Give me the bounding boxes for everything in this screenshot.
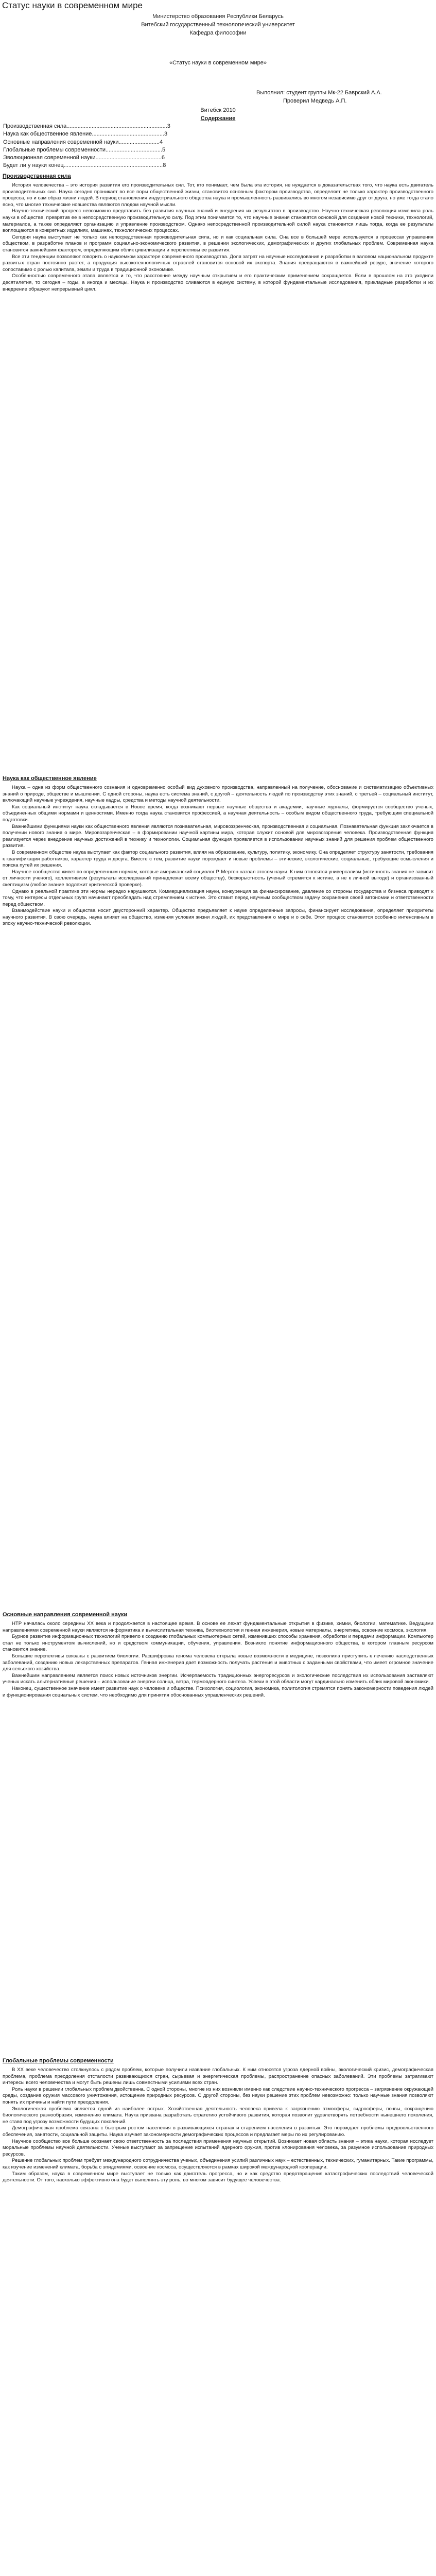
paragraph: Научное сообщество живет по определенным нормам, которые американский социолог Р. Мертон назвал этосом науки. К ним относятся универсализм (истинность знания не зависит от личности ученого), коллективизм (результаты исследований принадлежат всему обществу), бескорыстность (ученый стремится к истине, а не к личной выгоде) и организованный скептицизм (любое знание подлежит критической проверке). [3, 869, 433, 888]
toc-entry[interactable]: Глобальные проблемы современности....................................5 [3, 146, 166, 153]
toc-entry[interactable]: Основные направления современной науки..........................4 [3, 139, 163, 145]
section-title: Основные направления современной науки [3, 1612, 128, 1618]
city-year: Витебск 2010 [200, 107, 236, 113]
paragraph: Взаимодействие науки и общества носит двусторонний характер. Общество предъявляет к науке определенные запросы, финансирует исследования, определяет приоритеты научного развития. В свою очередь, наука влияет на общество, изменяя условия жизни людей, их представления о мире и о себе. Этот процесс становится особенно интенсивным в эпоху научно-технической революции. [3, 908, 433, 927]
paragraph: Наконец, существенное значение имеет развитие наук о человеке и обществе. Психология, социология, экономика, политология стремятся понять закономерности поведения людей и функционирования социальных систем, что необходимо для принятия обоснованных управленческих решений. [3, 1685, 433, 1698]
paragraph: Важнейшими функциями науки как общественного явления являются познавательная, мировоззренческая, производственная и социальная. Познавательная функция заключается в получении нового знания о мире. Мировоззренческая – в формировании научной картины мира, которая служит основой для мировоззрения человека. Производственная функция реализуется через внедрение научных достижений в технику и технологии. Социальная функция проявляется в использовании научных знаний для решения проблем общественного развития. [3, 823, 433, 849]
toc-entry[interactable]: Эволюционная современной науки..........................................6 [3, 155, 165, 161]
paragraph: НТР началась около середины XX века и продолжается в настоящее время. В основе ее лежат фундаментальные открытия в физике, химии, биологии, математике. Ведущими направлениями современной науки являются информатика и вычислительная техника, биотехнология и генная инженерия, новые материалы, энергетика, освоение космоса, экология. [3, 1621, 433, 1633]
toc-heading: Содержание [200, 115, 236, 122]
paragraph: Как социальный институт наука складывается в Новое время, когда возникают первые научные общества и академии, научные журналы, формируется сообщество ученых, объединенных общими нормами и ценностями. Именно тогда наука становится профессией, а научная деятельность – особым видом общественного труда, требующим специальной подготовки. [3, 804, 433, 823]
section-title: Наука как общественное явление [3, 775, 97, 782]
paragraph: Роль науки в решении глобальных проблем двойственна. С одной стороны, многие из них возникли именно как следствие научно-технического прогресса – загрязнение окружающей среды, создание оружия массового уничтожения, истощение природных ресурсов. С другой стороны, без науки решение этих проблем невозможно: только научные знания позволяют понять их причины и найти пути преодоления. [3, 2086, 433, 2105]
toc-entry[interactable]: Будет ли у науки конец...............................................................8 [3, 162, 166, 169]
paragraph: Сегодня наука выступает не только как непосредственная производительная сила, но и как социальная сила. Она все в большей мере используется в процессах управления обществом, в разработке планов и программ социально-экономического развития, в решении экологических, демографических и других глобальных проблем. Современная наука становится важнейшим фактором, определяющим облик цивилизации и перспективы ее развития. [3, 234, 433, 253]
section-global-problems [3, 2058, 433, 2184]
paragraph: Большие перспективы связаны с развитием биологии. Расшифровка генома человека открыла новые возможности в медицине, позволила приступить к лечению наследственных заболеваний, созданию новых лекарственных препаратов. Генная инженерия дает возможность получать растения и животных с заданными свойствами, что имеет огромное значение для сельского хозяйства. [3, 1653, 433, 1672]
section-main-directions [3, 1612, 433, 1699]
paragraph: Решение глобальных проблем требует международного сотрудничества ученых, объединения усилий различных наук – естественных, технических, гуманитарных. Такие программы, как изучение изменений климата, борьба с эпидемиями, освоение космоса, осуществляются в рамках широкой международной кооперации. [3, 2158, 433, 2170]
performer-student: Выполнил: студент группы Мк-22 Баврский А.А. [256, 90, 382, 96]
performer-block [256, 89, 431, 105]
paragraph: Однако в реальной практике эти нормы нередко нарушаются. Коммерциализация науки, конкуренция за финансирование, давление со стороны государства и бизнеса приводят к тому, что интересы отдельных групп начинают преобладать над стремлением к истине. Это ставит перед научным сообществом задачу сохранения своей автономии и ответственности перед обществом. [3, 888, 433, 907]
paragraph: Наука – одна из форм общественного сознания и одновременно особый вид духовного производства, направленный на получение, обоснование и систематизацию объективных знаний о природе, обществе и мышлении. С одной стороны, наука есть система знаний, с другой – деятельность людей по производству этих знаний, с третьей – социальный институт, включающий научные учреждения, научные кадры, средства и методы научной деятельности. [3, 785, 433, 804]
toc-entry[interactable]: Наука как общественное явление..............................................3 [3, 131, 168, 138]
paragraph: Демографическая проблема связана с быстрым ростом населения в развивающихся странах и старением населения в развитых. Это порождает проблемы продовольственного обеспечения, занятости, социальной защиты. Наука изучает закономерности демографических процессов и предлагает меры по их регулированию. [3, 2125, 433, 2138]
paragraph: Важнейшим направлением является поиск новых источников энергии. Исчерпаемость традиционных энергоресурсов и экологические последствия их использования заставляют ученых искать альтернативные решения – использование энергии солнца, ветра, термоядерного синтеза. Успехи в этой области могут кардинально изменить облик мировой экономики. [3, 1672, 433, 1685]
paragraph: Экологическая проблема является одной из наиболее острых. Хозяйственная деятельность человека привела к загрязнению атмосферы, гидросферы, почвы, сокращению биологического разнообразия, изменению климата. Наука призвана разработать стратегию устойчивого развития, которая позволит удовлетворять потребности нынешнего поколения, не ставя под угрозу возможности будущих поколений. [3, 2106, 433, 2125]
department-line: Кафедра философии [189, 30, 247, 36]
section-production [3, 173, 433, 293]
table-of-contents [3, 123, 260, 170]
paragraph: Научное сообщество все больше осознает свою ответственность за последствия применения научных открытий. Возникает новая область знания – этика науки, которая исследует моральные проблемы научной деятельности. Ученые выступают за запрещение испытаний ядерного оружия, против клонирования человека, за разумное использование природных ресурсов. [3, 2138, 433, 2157]
performer-checker: Проверил Медведь А.П. [283, 98, 347, 104]
page-title: Статус науки в современном мире [2, 1, 143, 10]
section-title: Глобальные проблемы современности [3, 2058, 114, 2064]
paragraph: Таким образом, наука в современном мире выступает не только как двигатель прогресса, но и как средство предотвращения катастрофических последствий человеческой деятельности. От того, насколько эффективно она будет выполнять эту роль, во многом зависит будущее человечества. [3, 2171, 433, 2183]
title-page-header [0, 12, 436, 37]
essay-topic: «Статус науки в современном мире» [169, 60, 267, 66]
paragraph: В современном обществе наука выступает как фактор социального развития, влияя на образование, культуру, политику, экономику. Она определяет структуру занятости, требования к квалификации работников, характер труда и досуга. Вместе с тем, развитие науки порождает и новые проблемы – этические, экологические, социальные, требующие осмысления и поиска путей их решения. [3, 849, 433, 869]
paragraph: В XX веке человечество столкнулось с рядом проблем, которые получили название глобальных. К ним относятся угроза ядерной войны, экологический кризис, демографическая проблема, проблема преодоления отсталости развивающихся стран, сырьевая и энергетическая проблемы, распространение опасных заболеваний. Эти проблемы затрагивают интересы всего человечества и могут быть решены лишь совместными усилиями всех стран. [3, 2067, 433, 2086]
section-social-phenomenon [3, 775, 433, 927]
ministry-line: Министерство образования Республики Беларусь [152, 13, 284, 20]
paragraph: Все эти тенденции позволяют говорить о наукоемком характере современного производства. Доля затрат на научные исследования и разработки в валовом национальном продукте развитых стран постоянно растет, а продукция высокотехнологичных отраслей становится основой их экспорта. Знания превращаются в важнейший ресурс, значение которого сопоставимо с ролью капитала, земли и труда в традиционной экономике. [3, 253, 433, 273]
university-line: Витебский государственный технологический университет [141, 22, 295, 28]
section-title: Производственная сила [3, 173, 71, 179]
paragraph: История человечества – это история развития его производительных сил. Тот, кто понимает, чем была эта история, не нуждается в доказательствах того, что наука есть двигатель производительных сил. Наука сегодня проникает во все поры общественной жизни, становится основным фактором производства, определяет не только характер производственного процесса, но и сам образ жизни людей. В период становления индустриального общества наука и промышленность развивались во многом независимо друг от друга, но уже тогда стало ясно, что многие технические новшества являются плодом научной мысли. [3, 182, 433, 208]
paragraph: Бурное развитие информационных технологий привело к созданию глобальных компьютерных сетей, изменивших способы хранения, обработки и передачи информации. Компьютер стал не только инструментом вычислений, но и средством коммуникации, обучения, управления. Возникло понятие информационного общества, в котором главным ресурсом становится знание. [3, 1634, 433, 1653]
toc-entry[interactable]: Производственная сила................................................................3 [3, 123, 170, 129]
paragraph: Научно-технический прогресс невозможно представить без развития научных знаний и внедрения их результатов в производство. Научно-техническая революция изменила роль науки в обществе, превратив ее в непосредственную производительную силу. Под этим понимается то, что научные знания становятся основой для создания новой техники, технологий, материалов, а также определяют организацию и управление производством. Однако непосредственной производительной силой наука становится лишь тогда, когда ее результаты воплощаются в конкретных изделиях, машинах, технологических процессах. [3, 208, 433, 234]
paragraph: Особенностью современного этапа является и то, что расстояние между научным открытием и его практическим применением сокращается. Если в прошлом на это уходили десятилетия, то сегодня – годы, а иногда и месяцы. Наука и производство сливаются в единую систему, в которой фундаментальные исследования, прикладные разработки и их внедрение образуют непрерывный цикл. [3, 273, 433, 292]
